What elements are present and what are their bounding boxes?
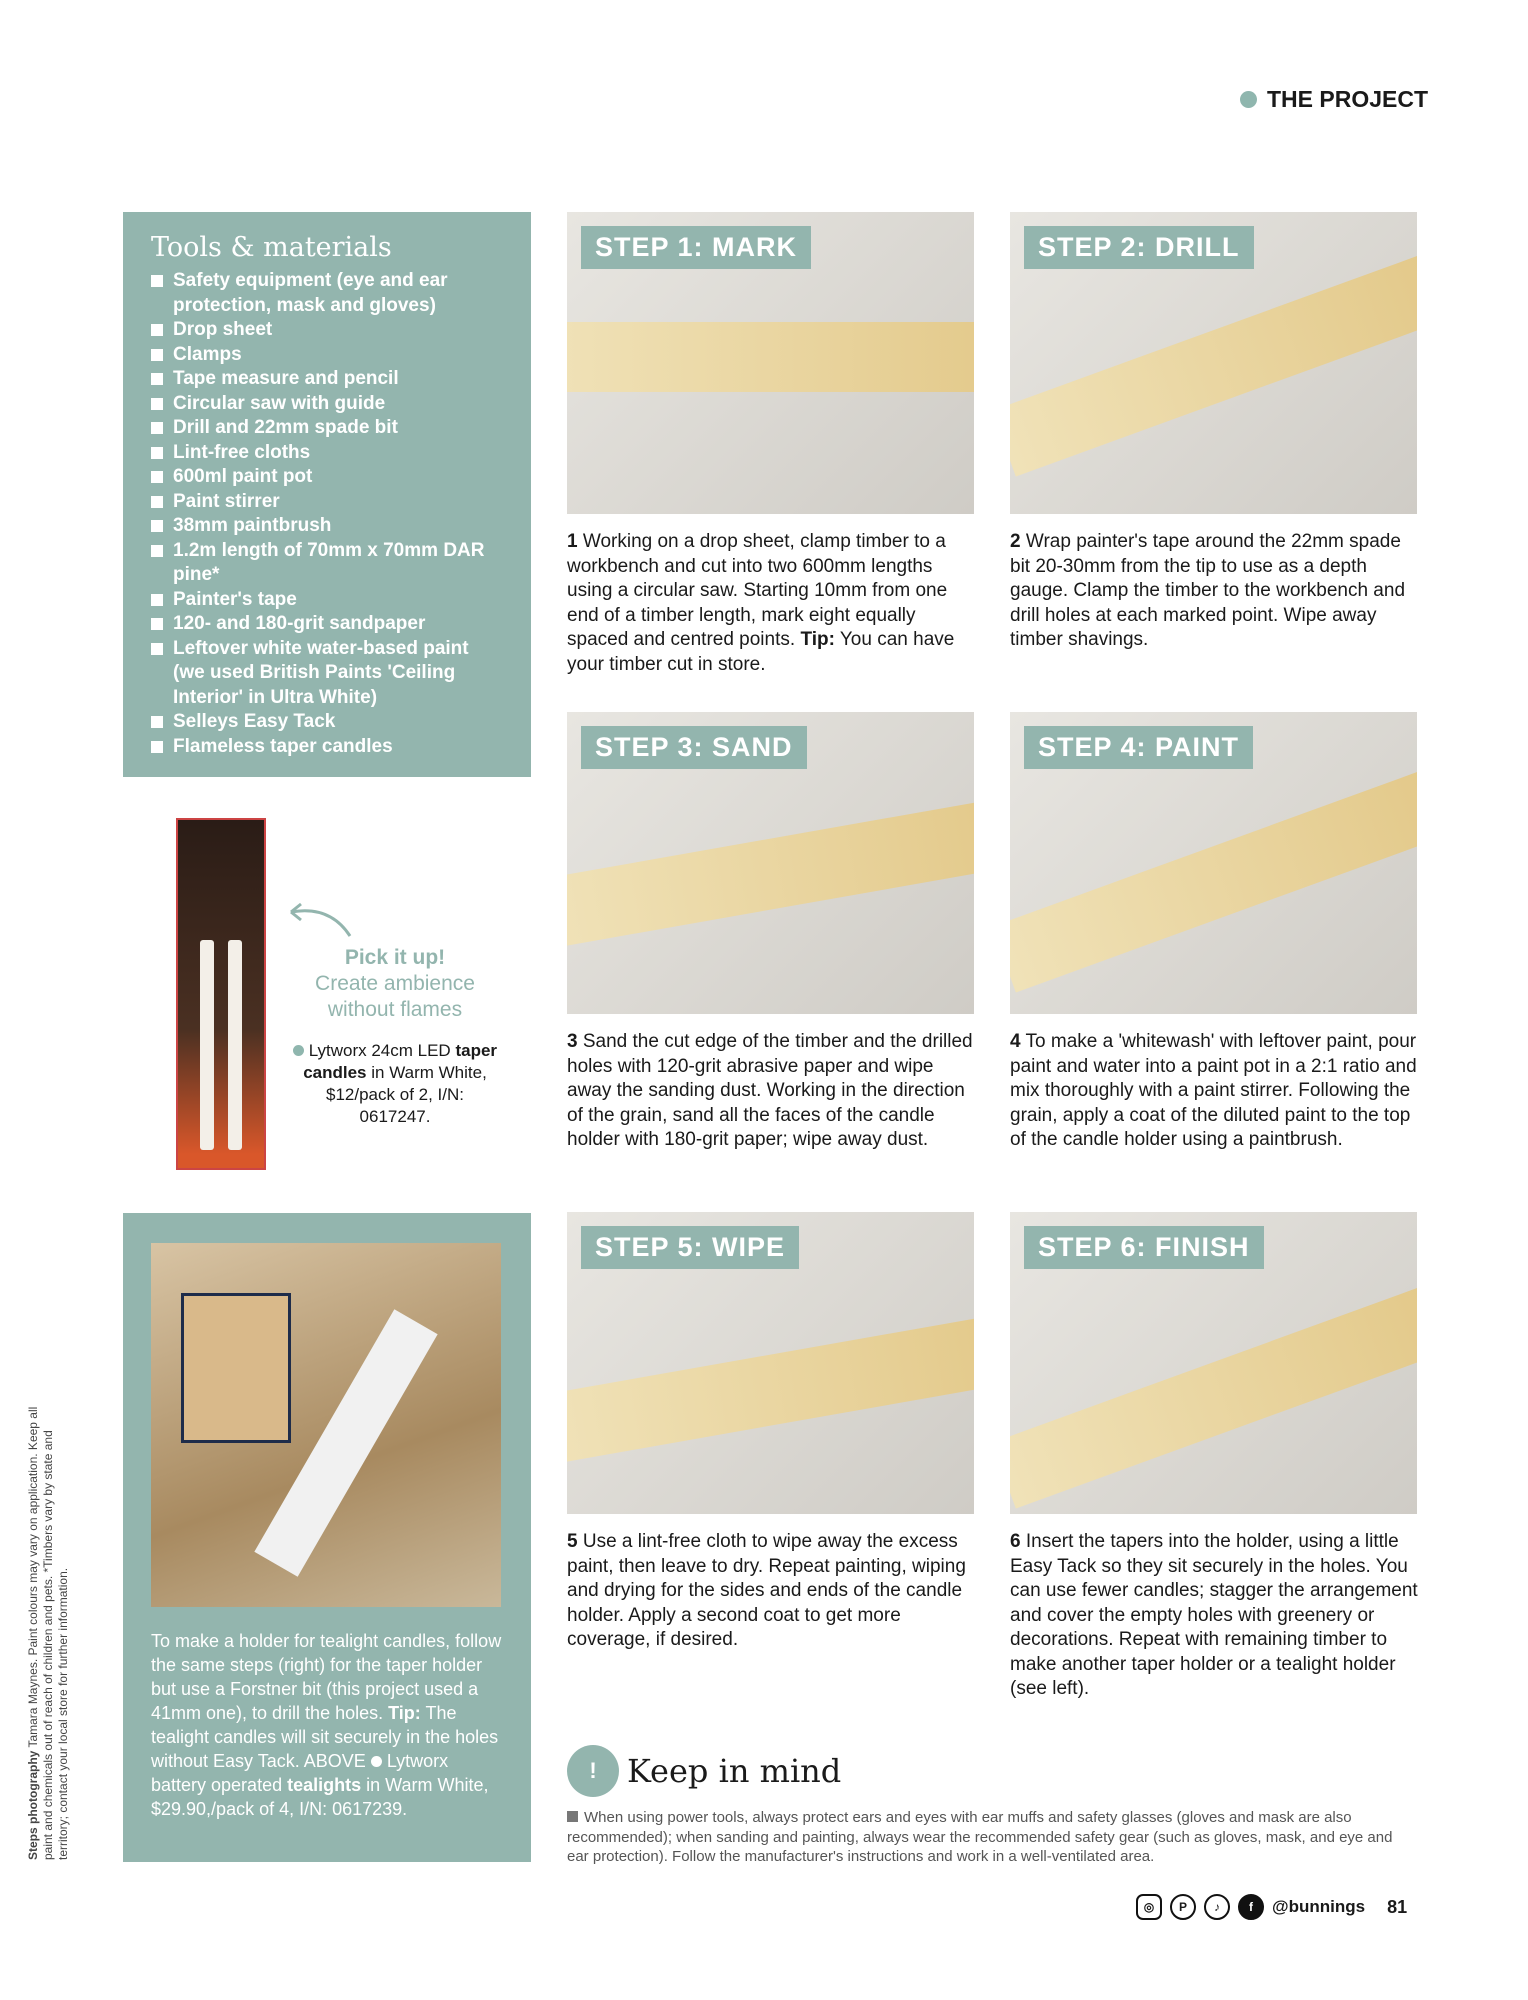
step-text: 4 To make a 'whitewash' with leftover paint, pour paint and water into a paint pot in a 2:1 ratio and mix thoroughly with a paint stirrer. Following the grain, apply a coat of the diluted paint to the top of the candle holder using a paintbrush. (1010, 1031, 1417, 1150)
tealight-photo (151, 1243, 501, 1607)
pick-it-up: Pick it up! Create ambience without flames (315, 946, 475, 1021)
step-label: STEP 4: PAINT (1024, 726, 1253, 769)
page-number: 81 (1387, 1896, 1408, 1917)
tool-item: 120- and 180-grit sandpaper (151, 612, 503, 637)
tool-item: Safety equipment (eye and ear protection, mask and gloves) (151, 269, 503, 318)
section-tag: THE PROJECT (1240, 86, 1428, 113)
tool-item: Painter's tape (151, 588, 503, 613)
step-photo (567, 712, 974, 1014)
facebook-icon[interactable]: f (1238, 1894, 1264, 1920)
step-photo (1010, 212, 1417, 514)
product-caption: Lytworx 24cm LED taper candles in Warm White, $12/pack of 2, I/N: 0617247. (290, 1040, 500, 1128)
keep-in-mind-text: When using power tools, always protect ears and eyes with ear muffs and safety glasses (gloves and mask are also recommended); when sanding and painting, always wear the recommended safety gear (such as gloves, mask, and eye and ear protection). Follow the manufacturer's instructions and work in a well-ventilated area. (567, 1808, 1417, 1867)
step-photo (1010, 1212, 1417, 1514)
tool-item: Leftover white water-based paint (we used British Paints 'Ceiling Interior' in Ultra White) (151, 637, 503, 711)
tool-item: Drill and 22mm spade bit (151, 416, 503, 441)
tool-item: Drop sheet (151, 318, 503, 343)
step-text: 5 Use a lint-free cloth to wipe away the excess paint, then leave to dry. Repeat painting, wiping and drying for the sides and ends of the candle holder. Apply a second coat to get more coverage, if desired. (567, 1531, 966, 1650)
tool-item: Circular saw with guide (151, 392, 503, 417)
dot-icon (371, 1756, 382, 1767)
alert-speech-icon: ! (567, 1745, 619, 1797)
step-label: STEP 6: FINISH (1024, 1226, 1264, 1269)
step-text: 2 Wrap painter's tape around the 22mm spade bit 20-30mm from the tip to use as a depth gauge. Clamp the timber to the workbench and drill holes at each marked point. Wipe away timber shavings. (1010, 531, 1406, 650)
tool-item: Clamps (151, 343, 503, 368)
step-photo (1010, 712, 1417, 1014)
tool-item: Tape measure and pencil (151, 367, 503, 392)
footer (1136, 1894, 1407, 1920)
instagram-icon[interactable]: ◎ (1136, 1894, 1162, 1920)
tool-item: Flameless taper candles (151, 735, 503, 760)
tool-item: Paint stirrer (151, 490, 503, 515)
step-label: STEP 3: SAND (581, 726, 807, 769)
step-text: 6 Insert the tapers into the holder, using a little Easy Tack so they sit securely in the holes. You can use fewer candles; stagger the arrangement and cover the empty holes with greenery or decorations. Repeat with remaining timber to make another taper holder or a tealight holder (see left). (1010, 1531, 1418, 1699)
tool-item: 38mm paintbrush (151, 514, 503, 539)
step-text: 3 Sand the cut edge of the timber and the drilled holes with 120-grit abrasive paper and wipe away the sanding dust. Working in the direction of the grain, sand all the faces of the candle holder with 180-grit paper; wipe away dust. (567, 1031, 973, 1150)
social-handle: @bunnings (1272, 1897, 1366, 1916)
tool-item: 600ml paint pot (151, 465, 503, 490)
arrow-icon (285, 900, 355, 940)
step-label: STEP 2: DRILL (1024, 226, 1254, 269)
tool-item: Selleys Easy Tack (151, 710, 503, 735)
photo-credits: Steps photography Tamara Maynes. Paint colours may vary on application. Keep all paint and chemicals out of reach of children and pets. *Timbers vary by state and territory; contact your local store for further information. (26, 1406, 70, 1860)
keep-in-mind-heading: ! Keep in mind (567, 1745, 841, 1797)
product-box-image (176, 818, 266, 1170)
dot-icon (293, 1045, 304, 1056)
step-label: STEP 5: WIPE (581, 1226, 799, 1269)
pinterest-icon[interactable]: P (1170, 1894, 1196, 1920)
step-photo (567, 1212, 974, 1514)
step-photo (567, 212, 974, 514)
tool-item: Lint-free cloths (151, 441, 503, 466)
tools-list (151, 269, 503, 759)
tiktok-icon[interactable]: ♪ (1204, 1894, 1230, 1920)
tool-item: 1.2m length of 70mm x 70mm DAR pine* (151, 539, 503, 588)
dot-icon (1240, 91, 1257, 108)
tealight-box: To make a holder for tealight candles, follow the same steps (right) for the taper holder but use a Forstner bit (this project used a 41mm one), to drill the holes. Tip: The tealight candles will sit securely in the holes without Easy Tack. ABOVE Lytworx battery operated tealights in Warm White, $29.90,/pack of 4, I/N: 0617239. (123, 1213, 531, 1862)
step-text: 1 Working on a drop sheet, clamp timber to a workbench and cut into two 600mm lengths using a circular saw. Starting 10mm from one end of a timber length, mark eight equally spaced and centred points. Tip: You can have your timber cut in store. (567, 531, 955, 675)
tools-materials-box (123, 212, 531, 777)
step-label: STEP 1: MARK (581, 226, 811, 269)
tools-title: Tools & materials (151, 232, 392, 263)
